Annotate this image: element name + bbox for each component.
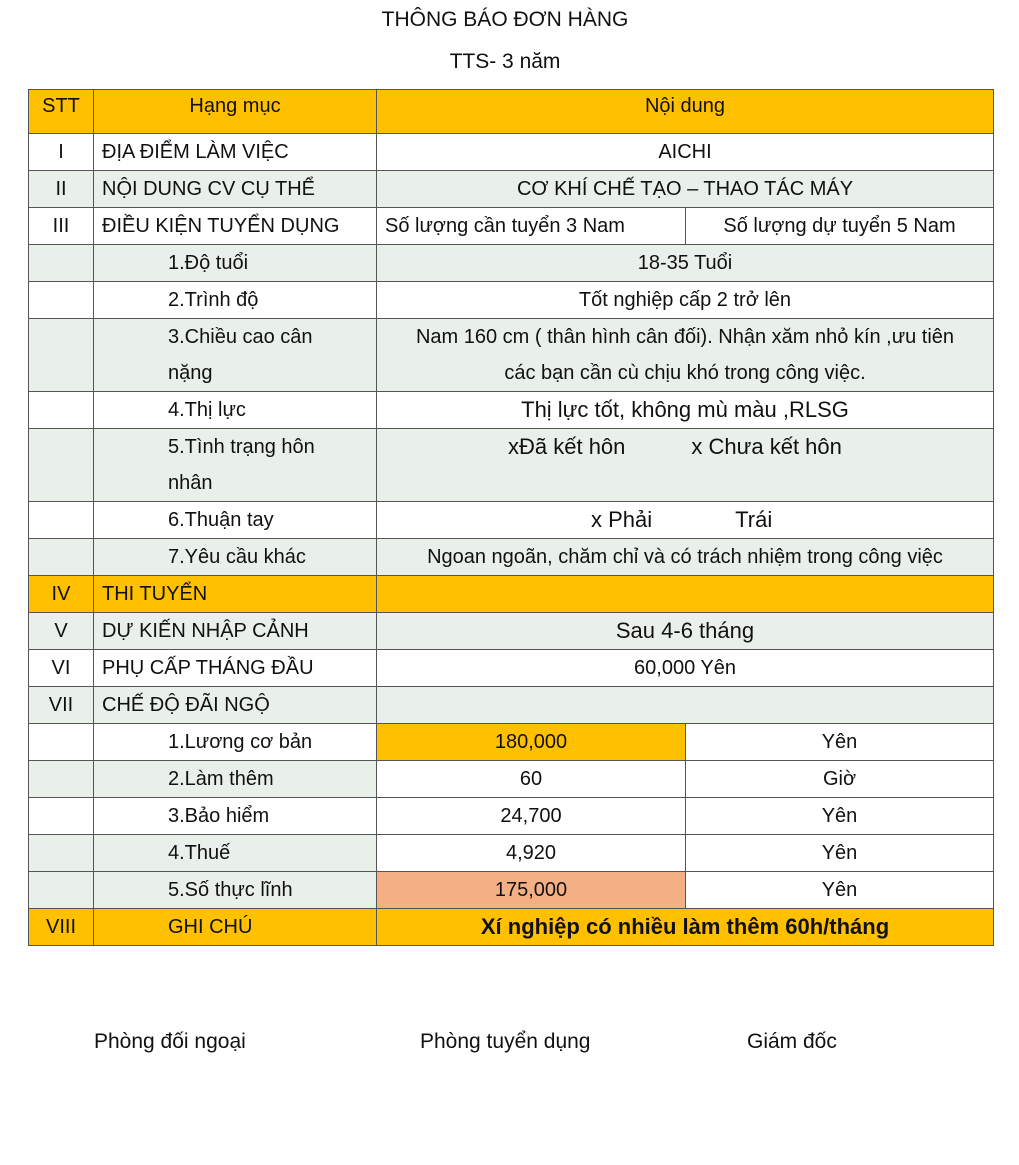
table-row: [29, 392, 994, 429]
row-label: [94, 319, 377, 392]
row-label: NỘI DUNG CV CỤ THỂ: [94, 171, 377, 208]
row-unit: Yên: [686, 872, 994, 909]
table-row: [29, 761, 994, 798]
row-label: 3.Bảo hiểm: [94, 798, 377, 835]
table-row: [29, 613, 994, 650]
row-value: Sau 4-6 tháng: [377, 613, 994, 650]
page-title: THÔNG BÁO ĐƠN HÀNG: [381, 8, 629, 31]
row-value: [377, 687, 994, 724]
row-label: 6.Thuận tay: [94, 502, 377, 539]
row-amount: 180,000: [377, 724, 686, 761]
row-amount: 24,700: [377, 798, 686, 835]
row-stt: [29, 245, 94, 282]
row-label: DỰ KIẾN NHẬP CẢNH: [94, 613, 377, 650]
row-amount: 175,000: [377, 872, 686, 909]
table-header-row: [29, 90, 994, 134]
row-label: 5.Số thực lĩnh: [94, 872, 377, 909]
row-value: Tốt nghiệp cấp 2 trở lên: [377, 282, 994, 319]
row-stt: [29, 539, 94, 576]
row-stt: III: [29, 208, 94, 245]
page-subtitle: TTS- 3 năm: [449, 50, 561, 73]
row-stt: VII: [29, 687, 94, 724]
table-row: [29, 539, 994, 576]
order-table: [28, 89, 994, 946]
row-label-line: nhân: [168, 472, 213, 494]
row-value: [377, 502, 994, 539]
signature-director: Giám đốc: [747, 1030, 837, 1053]
row-value-need: Số lượng cần tuyển 3 Nam: [377, 208, 686, 245]
table-row: [29, 798, 994, 835]
row-label-line: nặng: [168, 362, 213, 384]
row-stt: [29, 872, 94, 909]
row-unit: Yên: [686, 724, 994, 761]
table-row: [29, 208, 994, 245]
row-stt: [29, 798, 94, 835]
row-label: 4.Thuế: [94, 835, 377, 872]
row-stt: VI: [29, 650, 94, 687]
row-value: [377, 429, 994, 502]
header-item: Hạng mục: [94, 90, 377, 134]
row-label: 1.Lương cơ bản: [94, 724, 377, 761]
row-value: CƠ KHÍ CHẾ TẠO – THAO TÁC MÁY: [377, 171, 994, 208]
row-label: ĐỊA ĐIỂM LÀM VIỆC: [94, 134, 377, 171]
signature-foreign-dept: Phòng đối ngoại: [94, 1030, 246, 1053]
row-unit: Yên: [686, 798, 994, 835]
row-stt: [29, 392, 94, 429]
row-amount: 60: [377, 761, 686, 798]
row-value: Thị lực tốt, không mù màu ,RLSG: [377, 392, 994, 429]
row-stt: II: [29, 171, 94, 208]
row-value: 60,000 Yên: [377, 650, 994, 687]
table-row: [29, 576, 994, 613]
table-row: [29, 245, 994, 282]
row-value: 18-35 Tuổi: [377, 245, 994, 282]
row-label: 1.Độ tuổi: [94, 245, 377, 282]
row-value-expected: Số lượng dự tuyển 5 Nam: [686, 208, 994, 245]
row-stt: VIII: [29, 909, 94, 946]
table-row: [29, 429, 994, 502]
row-stt: [29, 319, 94, 392]
row-label: 7.Yêu cầu khác: [94, 539, 377, 576]
row-label: 2.Trình độ: [94, 282, 377, 319]
row-value: Xí nghiệp có nhiều làm thêm 60h/tháng: [377, 909, 994, 946]
table-row: [29, 171, 994, 208]
row-label: GHI CHÚ: [94, 909, 377, 946]
row-stt: V: [29, 613, 94, 650]
row-stt: [29, 724, 94, 761]
table-row: [29, 835, 994, 872]
row-label: PHỤ CẤP THÁNG ĐẦU: [94, 650, 377, 687]
row-value: [377, 319, 994, 392]
row-stt: [29, 282, 94, 319]
row-label: 4.Thị lực: [94, 392, 377, 429]
table-row: [29, 282, 994, 319]
row-stt: [29, 835, 94, 872]
row-value-line: Nam 160 cm ( thân hình cân đối). Nhận xăm nhỏ kín ,ưu tiên: [415, 326, 955, 348]
row-unit: Yên: [686, 835, 994, 872]
row-label: ĐIỀU KIỆN TUYỂN DỤNG: [94, 208, 377, 245]
row-label: 2.Làm thêm: [94, 761, 377, 798]
table-row: [29, 650, 994, 687]
row-stt: IV: [29, 576, 94, 613]
right-hand-option: x Phải: [591, 507, 653, 532]
header-stt: STT: [29, 90, 94, 134]
row-label: THI TUYỂN: [94, 576, 377, 613]
row-value-line: các bạn cần cù chịu khó trong công việc.: [504, 362, 866, 384]
table-row: [29, 687, 994, 724]
row-amount: 4,920: [377, 835, 686, 872]
row-value: Ngoan ngoãn, chăm chỉ và có trách nhiệm trong công việc: [377, 539, 994, 576]
table-row: [29, 502, 994, 539]
row-value: [377, 576, 994, 613]
table-row: [29, 319, 994, 392]
table-row: [29, 909, 994, 946]
row-label: [94, 429, 377, 502]
table-row: [29, 724, 994, 761]
row-value: AICHI: [377, 134, 994, 171]
row-stt: [29, 502, 94, 539]
row-label-line: 3.Chiều cao cân: [168, 326, 313, 348]
row-stt: [29, 429, 94, 502]
row-label: CHẾ ĐỘ ĐÃI NGỘ: [94, 687, 377, 724]
single-option: x Chưa kết hôn: [691, 434, 842, 459]
left-hand-option: Trái: [735, 507, 773, 532]
married-option: xĐã kết hôn: [508, 434, 626, 459]
header-content: Nội dung: [377, 90, 994, 134]
signature-recruitment-dept: Phòng tuyển dụng: [420, 1030, 591, 1053]
table-row: [29, 134, 994, 171]
row-unit: Giờ: [686, 761, 994, 798]
table-row: [29, 872, 994, 909]
row-stt: [29, 761, 94, 798]
row-stt: I: [29, 134, 94, 171]
row-label-line: 5.Tình trạng hôn: [168, 436, 315, 458]
